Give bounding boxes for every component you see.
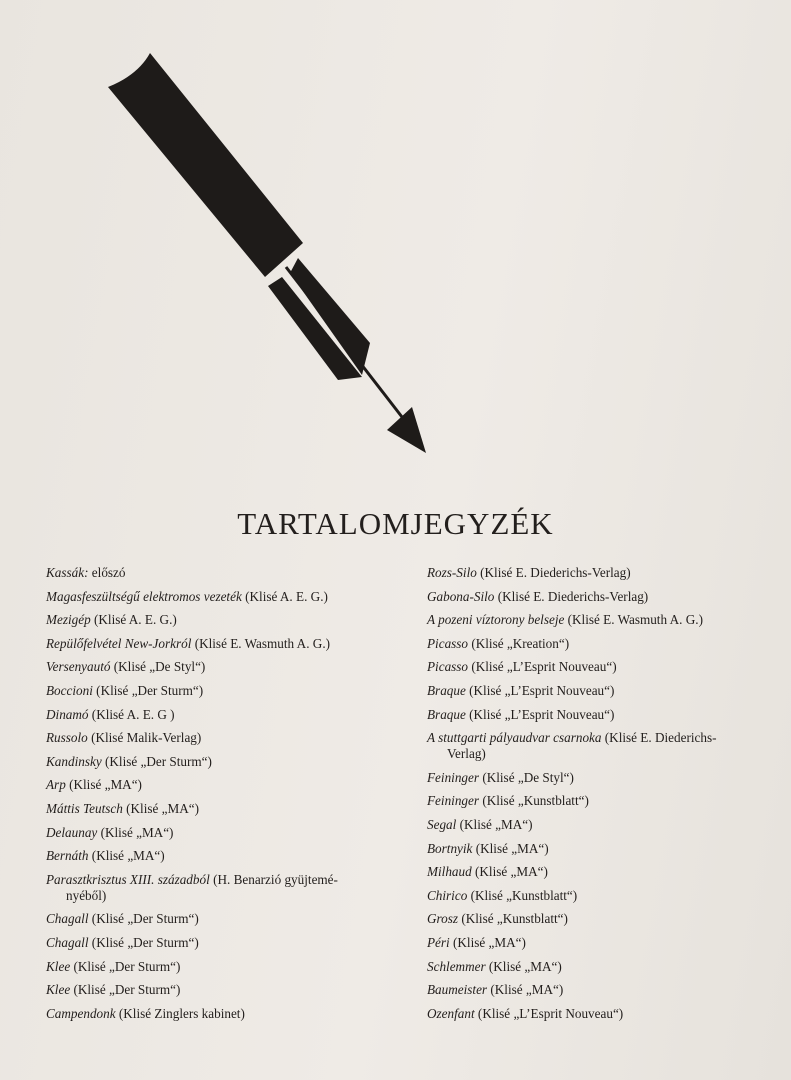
list-item: Bernáth (Klisé „MA“) — [46, 848, 165, 864]
emblem-arrowhead — [387, 407, 426, 453]
list-item: Klee (Klisé „Der Sturm“) — [46, 958, 181, 974]
list-item: A stuttgarti pályaudvar csarnoka (Klisé E. Diederichs- Verlag) — [427, 730, 717, 762]
list-item: Versenyautó (Klisé „De Styl“) — [46, 659, 206, 675]
list-item: Repülőfelvétel New-Jorkról (Klisé E. Wasmuth A. G.) — [46, 635, 331, 651]
list-item: Máttis Teutsch (Klisé „MA“) — [46, 800, 199, 816]
list-item: Chagall (Klisé „Der Sturm“) — [46, 934, 199, 950]
list-item: Kandinsky (Klisé „Der Sturm“) — [46, 753, 212, 769]
pen-arrow-emblem — [100, 45, 440, 465]
list-item: Magasfeszültségű elektromos vezeték (Klisé A. E. G.) — [46, 588, 328, 604]
list-item: Milhaud (Klisé „MA“) — [427, 864, 548, 880]
list-item: Chagall (Klisé „Der Sturm“) — [46, 911, 199, 927]
list-item: Péri (Klisé „MA“) — [427, 934, 526, 950]
list-item: Grosz (Klisé „Kunstblatt“) — [427, 911, 568, 927]
list-item: Gabona-Silo (Klisé E. Diederichs-Verlag) — [427, 588, 649, 604]
list-item: Boccioni (Klisé „Der Sturm“) — [46, 682, 204, 698]
list-item: Parasztkrisztus XIII. századból (H. Benarzió gyüjtemé- nyéből) — [46, 871, 338, 903]
list-item: Ozenfant (Klisé „L’Esprit Nouveau“) — [427, 1005, 624, 1021]
list-item: Rozs-Silo (Klisé E. Diederichs-Verlag) — [427, 565, 631, 580]
list-item: Delaunay (Klisé „MA“) — [46, 824, 174, 840]
list-item: Dinamó (Klisé A. E. G ) — [46, 706, 175, 722]
list-item: A pozeni víztorony belseje (Klisé E. Wasmuth A. G.) — [427, 612, 703, 628]
list-item: Picasso (Klisé „Kreation“) — [427, 635, 570, 651]
list-item: Russolo (Klisé Malik-Verlag) — [46, 730, 202, 746]
list-item: Mezigép (Klisé A. E. G.) — [46, 612, 177, 628]
list-item: Kassák: előszó — [46, 565, 126, 580]
page-title: TARTALOMJEGYZÉK — [237, 506, 554, 541]
list-item: Baumeister (Klisé „MA“) — [427, 982, 564, 998]
list-item: Feininger (Klisé „De Styl“) — [427, 769, 574, 785]
contents-column-right — [427, 565, 777, 1029]
list-item: Picasso (Klisé „L’Esprit Nouveau“) — [427, 659, 617, 675]
list-item: Arp (Klisé „MA“) — [46, 777, 142, 793]
emblem-bar — [108, 53, 303, 277]
list-item: Braque (Klisé „L’Esprit Nouveau“) — [427, 682, 615, 698]
list-item: Segal (Klisé „MA“) — [427, 816, 533, 832]
contents-column-left — [46, 565, 376, 1029]
list-item: Chirico (Klisé „Kunstblatt“) — [427, 887, 578, 903]
list-item: Schlemmer (Klisé „MA“) — [427, 958, 562, 974]
list-item: Braque (Klisé „L’Esprit Nouveau“) — [427, 706, 615, 722]
list-item: Feininger (Klisé „Kunstblatt“) — [427, 793, 589, 809]
list-item: Campendonk (Klisé Zinglers kabinet) — [46, 1005, 245, 1021]
list-item: Bortnyik (Klisé „MA“) — [427, 840, 549, 856]
list-item: Klee (Klisé „Der Sturm“) — [46, 982, 181, 998]
